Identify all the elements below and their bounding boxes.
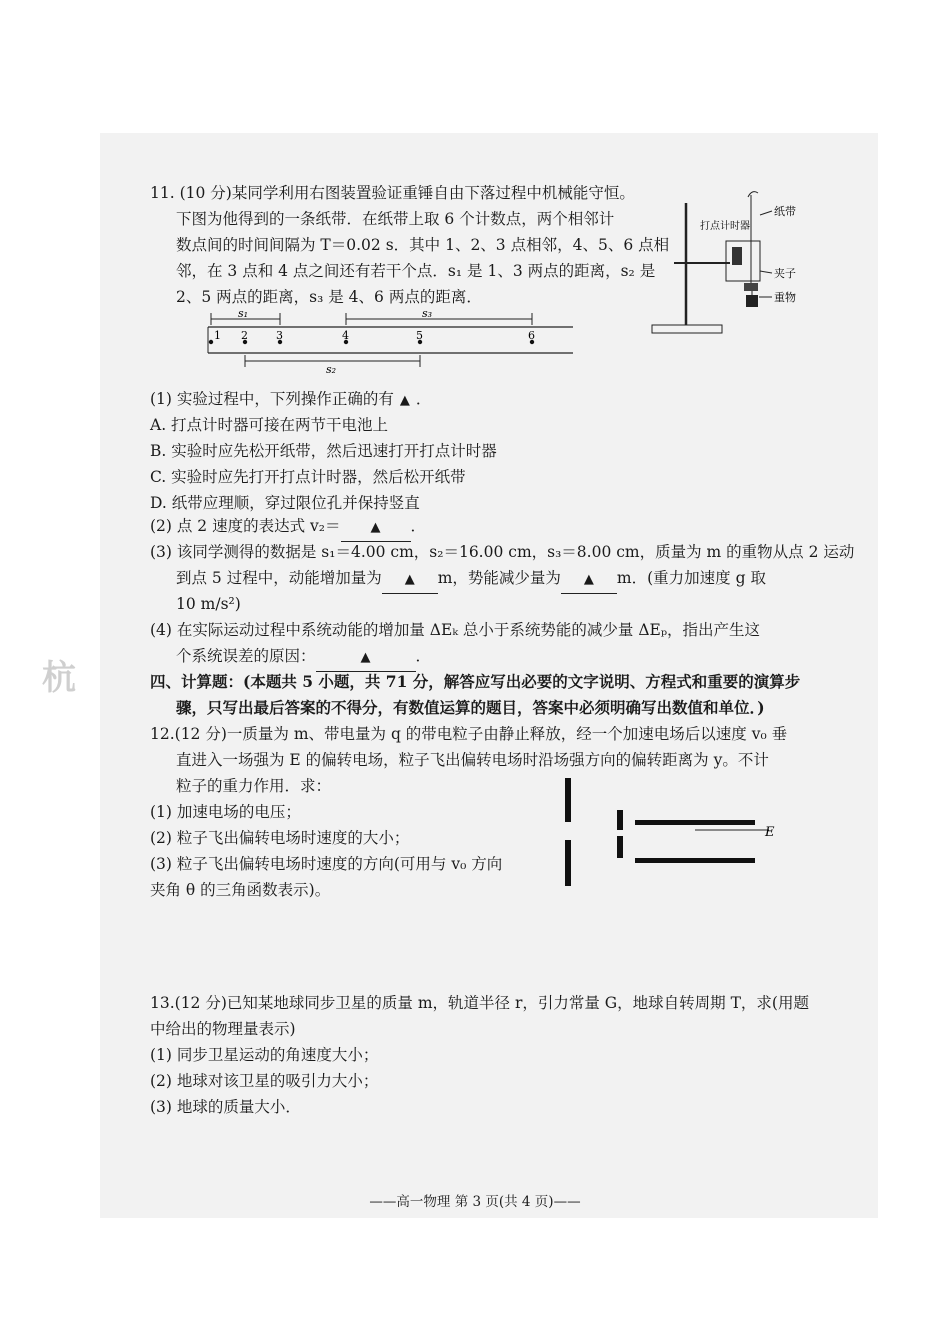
tape-point-1 bbox=[209, 340, 213, 344]
answer-blank bbox=[561, 565, 617, 594]
tape-num-3: 3 bbox=[276, 329, 283, 342]
q11-line-1: 11. (10 分)某同学利用右图装置验证重锤自由下落过程中机械能守恒。 bbox=[150, 184, 635, 202]
q12-item-2: (2) 粒子飞出偏转电场时速度的大小； bbox=[150, 829, 410, 847]
q11-part4-line2 bbox=[176, 643, 431, 672]
q11-part3-line3: 10 m/s²) bbox=[176, 595, 241, 613]
q11-part3-line1: (3) 该同学测得的数据是 s₁＝4.00 cm，s₂＝16.00 cm，s₃＝8.00 cm，质量为 m 的重物从点 2 运动 bbox=[150, 543, 855, 561]
weight-label: 重物 bbox=[774, 291, 796, 304]
q12-line-1: 12.(12 分)一质量为 m、带电量为 q 的带电粒子由静止释放，经一个加速电场后以速度 v₀ 垂 bbox=[150, 725, 788, 743]
option-c: C. 实验时应先打开打点计时器，然后松开纸带 bbox=[150, 468, 466, 486]
q11-part2 bbox=[150, 513, 426, 542]
answer-mark: ▲ bbox=[399, 393, 410, 408]
q11-line-5: 2、5 两点的距离，s₃ 是 4、6 两点的距离． bbox=[176, 288, 482, 306]
timer-label: 打点计时器 bbox=[700, 221, 750, 232]
answer-mark: ▲ bbox=[370, 520, 381, 535]
q11-part4-end: ． bbox=[415, 647, 432, 665]
clip-label: 夹子 bbox=[774, 267, 796, 280]
q11-line-4: 邻，在 3 点和 4 点之间还有若干个点．s₁ 是 1、3 两点的距离，s₂ 是 bbox=[176, 262, 656, 280]
tape-num-1: 1 bbox=[214, 329, 221, 342]
answer-mark: ▲ bbox=[360, 650, 371, 665]
paper-tape-diagram bbox=[198, 305, 578, 377]
q11-part3-seg2: m，势能减少量为 bbox=[437, 569, 561, 587]
paper-label: 纸带 bbox=[774, 205, 796, 218]
q11-part2-text: (2) 点 2 速度的表达式 v₂＝ bbox=[150, 517, 341, 535]
q11-part4-text: 个系统误差的原因： bbox=[176, 647, 316, 665]
q11-part2-end: ． bbox=[410, 517, 427, 535]
q12-item-3-cont: 夹角 θ 的三角函数表示)。 bbox=[150, 881, 331, 899]
answer-blank bbox=[316, 643, 416, 672]
apparatus-diagram bbox=[640, 185, 810, 355]
option-b: B. 实验时应先松开纸带，然后迅速打开打点计时器 bbox=[150, 442, 497, 460]
tape-num-4: 4 bbox=[342, 329, 349, 342]
q12-item-3: (3) 粒子飞出偏转电场时速度的方向(可用与 v₀ 方向 bbox=[150, 855, 503, 873]
q11-part1 bbox=[150, 386, 431, 414]
side-mark: 杭 bbox=[42, 658, 76, 698]
q11-line-2: 下图为他得到的一条纸带．在纸带上取 6 个计数点，两个相邻计 bbox=[176, 210, 615, 228]
weight-icon bbox=[746, 295, 758, 307]
q11-part1-end: ． bbox=[415, 390, 432, 408]
q11-part3-line2 bbox=[176, 565, 766, 594]
field-label-e: E bbox=[765, 825, 775, 840]
section-heading-cont: 骤，只写出最后答案的不得分，有数值运算的题目，答案中必须明确写出数值和单位．) bbox=[176, 698, 765, 717]
q13-item-3: (3) 地球的质量大小． bbox=[150, 1098, 301, 1116]
answer-blank bbox=[382, 565, 438, 594]
option-d: D. 纸带应理顺，穿过限位孔并保持竖直 bbox=[150, 494, 420, 512]
answer-mark: ▲ bbox=[404, 572, 415, 587]
q11-line-3: 数点间的时间间隔为 T＝0.02 s．其中 1、2、3 点相邻，4、5、6 点相 bbox=[176, 236, 670, 254]
q11-part4-line1: (4) 在实际运动过程中系统动能的增加量 ΔEₖ 总小于系统势能的减少量 ΔEₚ，指出产生这 bbox=[150, 621, 761, 639]
q11-part3-seg1: 到点 5 过程中，动能增加量为 bbox=[176, 569, 382, 587]
q12-line-2: 直进入一场强为 E 的偏转电场，粒子飞出偏转电场时沿场强方向的偏转距离为 y。不计 bbox=[176, 751, 769, 769]
q11-part1-text: (1) 实验过程中，下列操作正确的有 bbox=[150, 390, 394, 408]
answer-blank bbox=[341, 513, 411, 542]
q13-item-2: (2) 地球对该卫星的吸引力大小； bbox=[150, 1072, 379, 1090]
tape-num-2: 2 bbox=[241, 329, 248, 342]
q11-part3-seg3: m．(重力加速度 g 取 bbox=[616, 569, 766, 587]
tape-label-s3: s₃ bbox=[422, 307, 433, 320]
option-a: A. 打点计时器可接在两节干电池上 bbox=[150, 416, 389, 434]
tape-num-5: 5 bbox=[416, 329, 423, 342]
deflection-field-diagram bbox=[555, 770, 785, 900]
q13-line-1: 13.(12 分)已知某地球同步卫星的质量 m，轨道半径 r，引力常量 G，地球自转周期 T，求(用题 bbox=[150, 994, 809, 1012]
tape-num-6: 6 bbox=[528, 329, 535, 342]
page-footer: ——高一物理 第 3 页(共 4 页)—— bbox=[369, 1194, 581, 1210]
section-heading: 四、计算题：(本题共 5 小题，共 71 分，解答应写出必要的文字说明、方程式和重要的演算步 bbox=[150, 672, 801, 691]
clip-icon bbox=[744, 283, 758, 291]
q13-item-1: (1) 同步卫星运动的角速度大小； bbox=[150, 1046, 379, 1064]
q12-line-3: 粒子的重力作用．求： bbox=[176, 777, 332, 795]
q13-line-2: 中给出的物理量表示) bbox=[150, 1020, 296, 1038]
tape-label-s2: s₂ bbox=[326, 363, 337, 376]
answer-mark: ▲ bbox=[583, 572, 594, 587]
q12-item-1: (1) 加速电场的电压； bbox=[150, 803, 301, 821]
tape-label-s1: s₁ bbox=[238, 307, 249, 320]
